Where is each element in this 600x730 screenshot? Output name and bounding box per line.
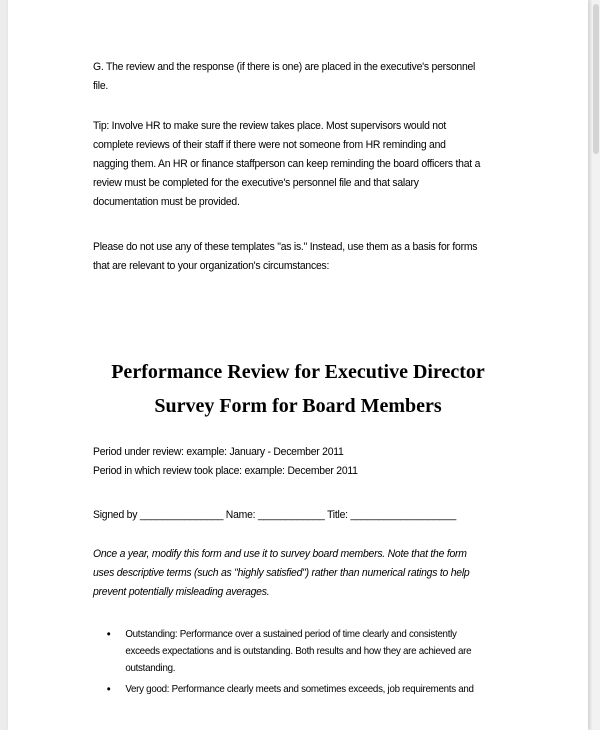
paragraph-note	[93, 238, 507, 276]
instructions-paragraph	[93, 545, 512, 602]
paragraph-g	[93, 58, 507, 96]
text-line: Tip: Involve HR to make sure the review takes place. Most supervisors would not	[93, 120, 447, 132]
period-under-review: Period under review: example: January - December 2011	[93, 446, 344, 458]
list-item	[103, 681, 503, 698]
text-line: file.	[93, 80, 109, 92]
text-line: Once a year, modify this form and use it to survey board members. Note that the form	[93, 548, 467, 560]
rating-definitions-list	[103, 626, 533, 702]
bullet-icon: •	[106, 627, 111, 641]
text-line: documentation must be provided.	[93, 196, 240, 208]
text-line: exceeds expectations and is outstanding. Both results and how they are achieved are	[125, 645, 472, 657]
paragraph-tip	[93, 117, 507, 212]
text-line: prevent potentially misleading averages.	[93, 586, 270, 598]
document-page	[8, 0, 588, 730]
list-item	[103, 626, 503, 677]
text-line: Outstanding: Performance over a sustained period of time clearly and consistently	[125, 628, 457, 640]
form-subtitle: Survey Form for Board Members	[154, 395, 442, 417]
text-line: outstanding.	[125, 662, 176, 674]
text-line: uses descriptive terms (such as "highly satisfied") rather than numerical ratings to help	[93, 567, 470, 579]
signature-fields: Signed by _______________ Name: ____________ Title: ___________________	[93, 509, 457, 521]
text-line: that are relevant to your organization's circumstances:	[93, 260, 330, 272]
period-info	[93, 443, 507, 481]
text-line: complete reviews of their staff if there were not someone from HR reminding and	[93, 139, 446, 151]
form-title: Performance Review for Executive Director	[111, 361, 485, 383]
text-line: Please do not use any of these templates "as is." Instead, use them as a basis for forms	[93, 241, 478, 253]
scrollbar-thumb[interactable]	[593, 4, 599, 154]
text-line: Very good: Performance clearly meets and sometimes exceeds, job requirements and	[125, 683, 474, 695]
signature-line	[93, 506, 530, 525]
bullet-icon: •	[106, 682, 111, 696]
vertical-scrollbar[interactable]	[592, 0, 600, 730]
text-line: nagging them. An HR or finance staffperson can keep reminding the board officers that a	[93, 158, 481, 170]
text-line: review must be completed for the executive's personnel file and that salary	[93, 177, 419, 189]
period-took-place: Period in which review took place: example: December 2011	[93, 465, 358, 477]
text-line: G. The review and the response (if there is one) are placed in the executive's personnel	[93, 61, 476, 73]
